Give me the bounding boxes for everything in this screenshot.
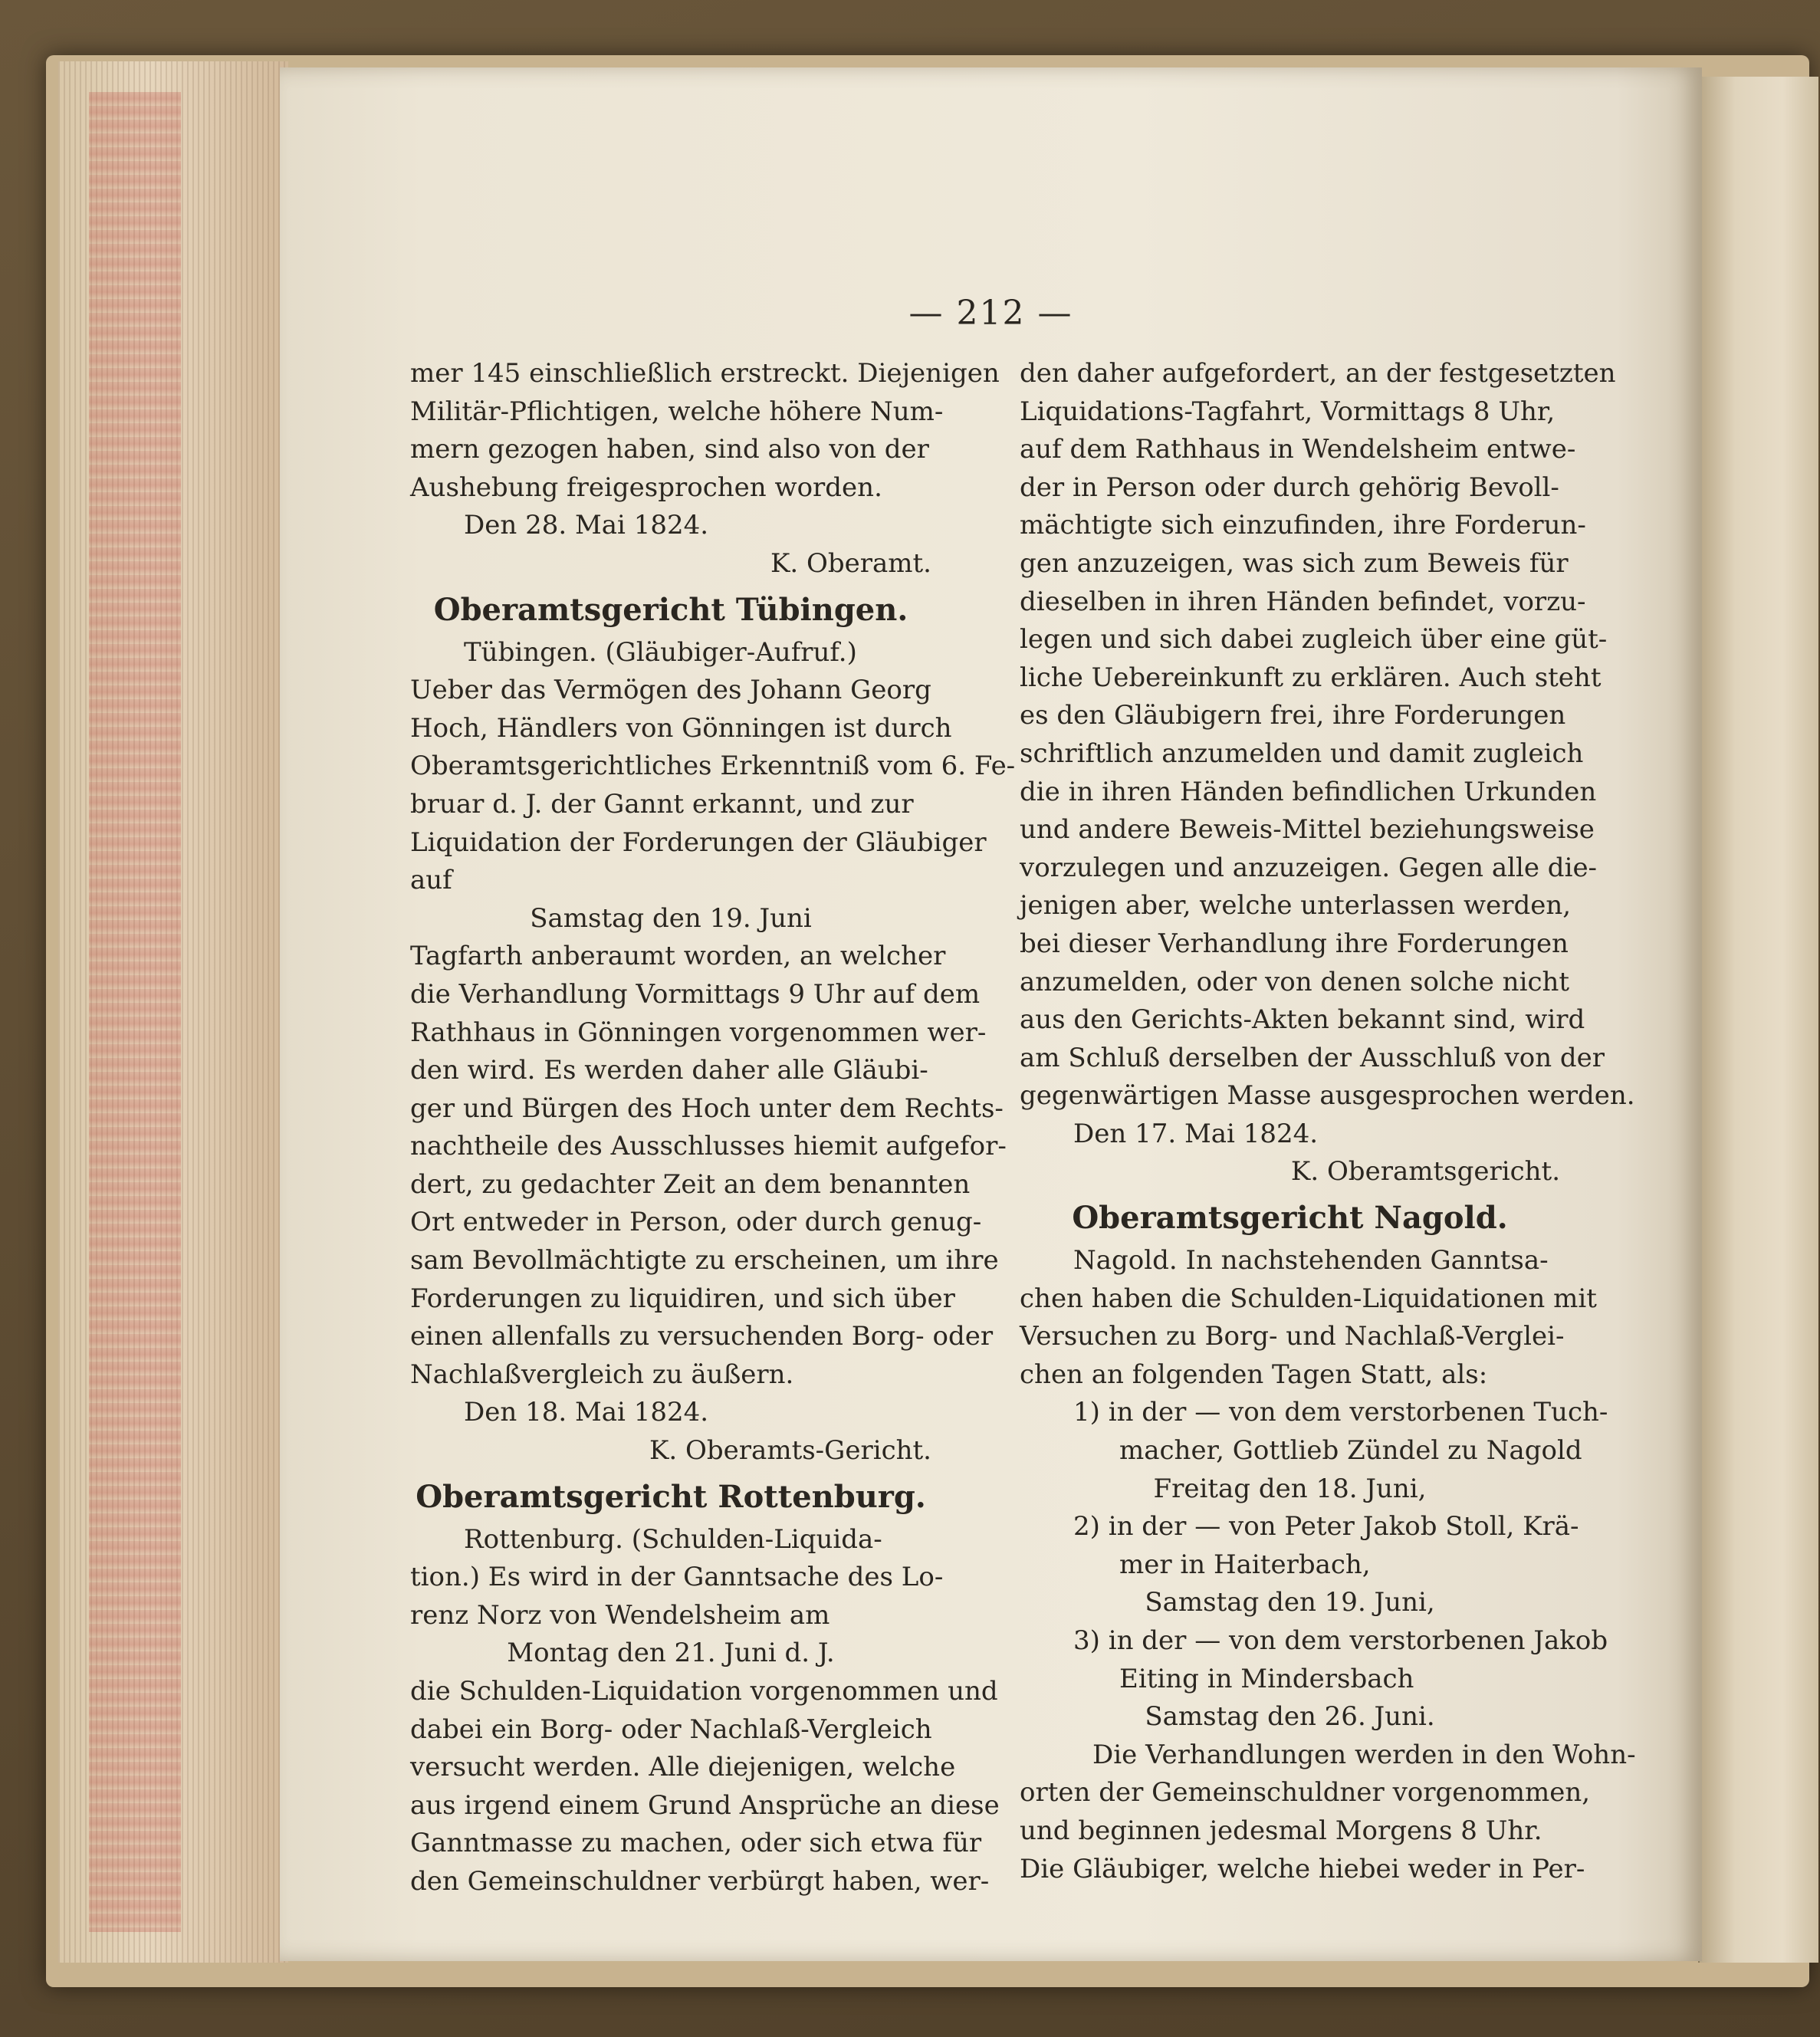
text-line: 1) in der — von dem verstorbenen Tuch- xyxy=(1073,1397,1608,1428)
text-line: aus irgend einem Grund Ansprüche an diese xyxy=(410,1789,1000,1821)
text-line: die Schulden-Liquidation vorgenommen und xyxy=(410,1676,998,1707)
section-heading: Oberamtsgericht Tübingen. xyxy=(433,591,908,628)
text-line: K. Oberamt. xyxy=(770,547,931,579)
text-line: legen und sich dabei zugleich über eine güt- xyxy=(1020,624,1608,655)
section-heading: Oberamtsgericht Nagold. xyxy=(1072,1200,1508,1237)
text-line: Die Verhandlungen werden in den Wohn- xyxy=(1092,1739,1636,1770)
page-number: — 212 — xyxy=(908,294,1073,333)
text-line: und andere Beweis-Mittel beziehungsweise xyxy=(1020,814,1595,846)
text-line: den wird. Es werden daher alle Gläubi- xyxy=(410,1055,928,1086)
text-line: Den 17. Mai 1824. xyxy=(1073,1118,1319,1149)
text-line: auf dem Rathhaus in Wendelsheim entwe- xyxy=(1020,434,1576,465)
text-line: Montag den 21. Juni d. J. xyxy=(507,1638,835,1669)
text-line: Die Gläubiger, welche hiebei weder in Per- xyxy=(1020,1853,1585,1884)
text-line: mächtigte sich einzufinden, ihre Forderun- xyxy=(1020,510,1586,541)
right-column xyxy=(1020,355,1636,1888)
text-line: versucht werden. Alle diejenigen, welche xyxy=(410,1752,956,1783)
text-line: gen anzuzeigen, was sich zum Beweis für xyxy=(1020,547,1569,579)
text-line: liche Uebereinkunft zu erklären. Auch steht xyxy=(1020,662,1602,693)
text-line: gegenwärtigen Masse ausgesprochen werden. xyxy=(1020,1080,1635,1112)
text-line: Liquidation der Forderungen der Gläubiger xyxy=(410,826,987,858)
text-line: dert, zu gedachter Zeit an dem benannten xyxy=(410,1168,971,1200)
facing-page-edge xyxy=(1698,77,1818,1963)
text-line: schriftlich anzumelden und damit zugleich xyxy=(1020,738,1584,769)
text-line: Liquidations-Tagfahrt, Vormittags 8 Uhr, xyxy=(1020,396,1556,427)
text-line: ger und Bürgen des Hoch unter dem Rechts- xyxy=(410,1092,1004,1124)
text-line: den daher aufgefordert, an der festgesetzten xyxy=(1020,358,1616,389)
text-line: nachtheile des Ausschlusses hiemit aufgefor- xyxy=(410,1131,1007,1162)
text-line: 3) in der — von dem verstorbenen Jakob xyxy=(1073,1625,1608,1656)
text-line: Hoch, Händlers von Gönningen ist durch xyxy=(410,712,952,744)
text-line: Samstag den 26. Juni. xyxy=(1145,1701,1435,1733)
text-line: bei dieser Verhandlung ihre Forderungen xyxy=(1020,928,1569,959)
text-line: anzumelden, oder von denen solche nicht xyxy=(1020,966,1570,997)
text-line: vorzulegen und anzuzeigen. Gegen alle die- xyxy=(1020,852,1598,883)
text-line: Militär-Pflichtigen, welche höhere Num- xyxy=(410,396,944,427)
text-line: aus den Gerichts-Akten bekannt sind, wird xyxy=(1020,1004,1585,1036)
text-line: tion.) Es wird in der Ganntsache des Lo- xyxy=(410,1562,944,1593)
text-line: am Schluß derselben der Ausschluß von der xyxy=(1020,1042,1605,1073)
section-heading: Oberamtsgericht Rottenburg. xyxy=(416,1478,926,1515)
text-line: Aushebung freigesprochen worden. xyxy=(410,471,882,503)
text-line: Den 28. Mai 1824. xyxy=(464,510,709,541)
text-line: Ort entweder in Person, oder durch genug- xyxy=(410,1207,982,1238)
red-edge-stain xyxy=(89,92,181,1932)
text-line: Oberamtsgerichtliches Erkenntniß vom 6. Fe- xyxy=(410,751,1016,782)
text-line: und beginnen jedesmal Morgens 8 Uhr. xyxy=(1020,1815,1542,1846)
text-line: Samstag den 19. Juni, xyxy=(1145,1587,1435,1618)
text-line: K. Oberamts-Gericht. xyxy=(649,1435,931,1467)
text-line: jenigen aber, welche unterlassen werden, xyxy=(1020,890,1572,922)
page-edges xyxy=(58,61,288,1963)
left-column xyxy=(410,355,1016,1901)
text-line: dieselben in ihren Händen befindet, vorzu- xyxy=(1020,586,1586,617)
text-line: dabei ein Borg- oder Nachlaß-Vergleich xyxy=(410,1713,932,1745)
text-line: Eiting in Mindersbach xyxy=(1119,1663,1414,1694)
text-line: orten der Gemeinschuldner vorgenommen, xyxy=(1020,1777,1591,1809)
book-page xyxy=(280,67,1702,1961)
text-line: es den Gläubigern frei, ihre Forderungen xyxy=(1020,700,1566,731)
text-line: den Gemeinschuldner verbürgt haben, wer- xyxy=(410,1865,990,1897)
text-line: Forderungen zu liquidiren, und sich über xyxy=(410,1283,955,1314)
text-line: Tübingen. (Gläubiger-Aufruf.) xyxy=(464,636,857,668)
text-line: die Verhandlung Vormittags 9 Uhr auf dem xyxy=(410,978,981,1010)
text-line: Tagfarth anberaumt worden, an welcher xyxy=(410,941,946,972)
text-line: bruar d. J. der Gannt erkannt, und zur xyxy=(410,788,914,820)
text-line: mern gezogen haben, sind also von der xyxy=(410,434,929,465)
text-line: einen allenfalls zu versuchenden Borg- oder xyxy=(410,1321,994,1352)
text-line: Ueber das Vermögen des Johann Georg xyxy=(410,675,931,706)
text-line: Den 18. Mai 1824. xyxy=(464,1397,709,1428)
text-line: Rottenburg. (Schulden-Liquida- xyxy=(464,1523,882,1555)
text-line: Nachlaßvergleich zu äußern. xyxy=(410,1359,794,1390)
text-line: mer in Haiterbach, xyxy=(1119,1549,1371,1580)
text-line: Rathhaus in Gönningen vorgenommen wer- xyxy=(410,1017,987,1048)
text-line: Versuchen zu Borg- und Nachlaß-Verglei- xyxy=(1020,1321,1565,1352)
text-line: 2) in der — von Peter Jakob Stoll, Krä- xyxy=(1073,1511,1579,1543)
text-line: der in Person oder durch gehörig Bevoll- xyxy=(1020,471,1559,503)
text-line: renz Norz von Wendelsheim am xyxy=(410,1599,830,1631)
text-line: sam Bevollmächtigte zu erscheinen, um ihre xyxy=(410,1245,999,1276)
text-line: die in ihren Händen befindlichen Urkunden xyxy=(1020,776,1597,807)
text-line: Freitag den 18. Juni, xyxy=(1153,1473,1427,1504)
text-line: Ganntmasse zu machen, oder sich etwa für xyxy=(410,1828,982,1859)
text-line: Nagold. In nachstehenden Ganntsa- xyxy=(1073,1245,1549,1276)
text-line: K. Oberamtsgericht. xyxy=(1290,1156,1560,1188)
text-line: chen haben die Schulden-Liquidationen mit xyxy=(1020,1283,1597,1314)
text-line: auf xyxy=(410,865,452,896)
text-line: macher, Gottlieb Zündel zu Nagold xyxy=(1119,1435,1582,1467)
text-line: Samstag den 19. Juni xyxy=(530,902,812,934)
text-line: chen an folgenden Tagen Statt, als: xyxy=(1020,1359,1488,1390)
text-line: mer 145 einschließlich erstreckt. Diejenigen xyxy=(410,358,1000,389)
